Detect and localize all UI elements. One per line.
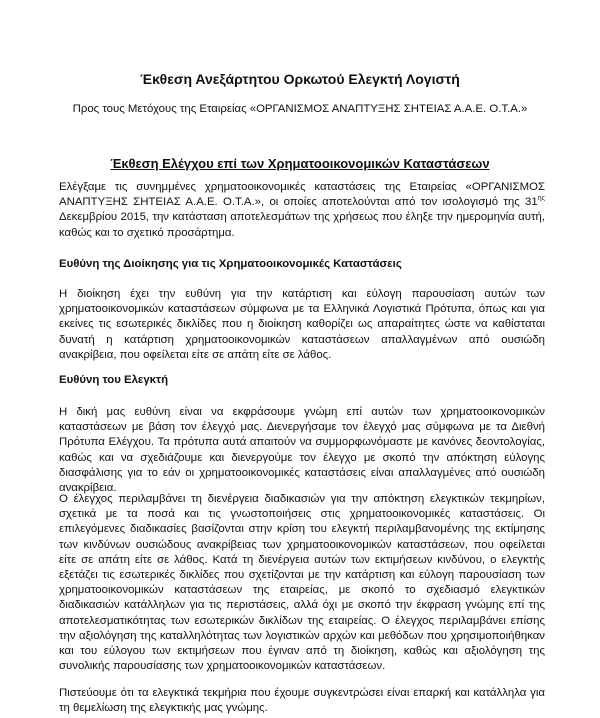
section-title-text: Έκθεση Ελέγχου επί των Χρηματοοικονομικών Καταστάσεων <box>110 156 490 171</box>
intro-text-part2: Δεκεμβρίου 2015, την κατάσταση αποτελεσμάτων της χρήσεως που έληξε την ημερομηνία αυτή, καθώς και το σχετικό προσάρτημα. <box>59 211 545 239</box>
management-responsibility-heading: Ευθύνη της Διοίκησης για τις Χρηματοοικονομικές Καταστάσεις <box>59 258 402 270</box>
intro-paragraph <box>59 180 545 241</box>
report-title: Έκθεση Ανεξάρτητου Ορκωτού Ελεγκτή Λογιστή <box>140 71 460 87</box>
audit-procedures-text: Ο έλεγχος περιλαμβάνει τη διενέργεια διαδικασιών για την απόκτηση ελεγκτικών τεκμηρίων, σχετικά με τα ποσά και τις γνωστοποιήσεις στις χρηματοοικονομικές καταστάσεις. Οι επιλεγόμενες διαδικασίες βασίζονται στην κρίση του ελεγκτή περιλαμβανομένης της εκτίμησης των κινδύνων ουσιώδους ανακρίβειας των χρηματοοικονομικών καταστάσεων, που οφείλεται είτε σε απάτη είτε σε λάθος. Κατά τη διενέργεια αυτών των εκτιμήσεων κινδύνου, ο ελεγκτής εξετάζει τις εσωτερικές δικλίδες που σχετίζονται με την κατάρτιση και εύλογη παρουσίαση των χρηματοοικονομικών καταστάσεων της εταιρείας, με σκοπό το σχεδιασμό ελεγκτικών διαδικασιών κατάλληλων για τις περιστάσεις, αλλά όχι με σκοπό την έκφραση γνώμης επί της αποτελεσματικότητας των εσωτερικών δικλίδων της εταιρείας. Ο έλεγχος περιλαμβάνει επίσης την αξιολόγηση της καταλληλότητας των λογιστικών αρχών και μεθόδων που χρησιμοποιήθηκαν και του εύλογου των εκτιμήσεων που έγιναν από τη διοίκηση, καθώς και αξιολόγηση της συνολικής παρουσίασης των χρηματοοικονομικών καταστάσεων. <box>59 493 545 673</box>
auditor-responsibility-text: Η δική μας ευθύνη είναι να εκφράσουμε γνώμη επί αυτών των χρηματοοικονομικών καταστάσεων με βάση τον έλεγχό μας. Διενεργήσαμε τον έλεγχό μας σύμφωνα με τα Διεθνή Πρότυπα Ελέγχου. Τα πρότυπα αυτά απαιτούν να συμμορφωνόμαστε με κανόνες δεοντολογίας, καθώς και να σχεδιάζουμε και διενεργούμε τον έλεγχο με σκοπό την απόκτηση εύλογης διασφάλισης για το εάν οι χρηματοοικονομικές καταστάσεις είναι απαλλαγμένες από ουσιώδη ανακρίβεια. <box>59 406 545 495</box>
management-responsibility-paragraph <box>59 287 545 363</box>
section-title <box>0 155 600 172</box>
report-addressee: Προς τους Μετόχους της Εταιρείας «ΟΡΓΑΝΙΣΜΟΣ ΑΝΑΠΤΥΞΗΣ ΣΗΤΕΙΑΣ Α.Α.Ε. Ο.Τ.Α.» <box>72 103 528 115</box>
date-ordinal-superscript: ης <box>537 195 545 203</box>
conclusion-text: Πιστεύουμε ότι τα ελεγκτικά τεκμήρια που έχουμε συγκεντρώσει είναι επαρκή και κατάλληλα για τη θεμελίωση της ελεγκτικής μας γνώμης. <box>59 687 545 715</box>
auditor-responsibility-paragraph <box>59 405 545 496</box>
intro-text-part1: Ελέγξαμε τις συνημμένες χρηματοοικονομικές καταστάσεις της Εταιρείας «ΟΡΓΑΝΙΣΜΟΣ ΑΝΑΠΤΥΞΗΣ ΣΗΤΕΙΑΣ Α.Α.Ε. Ο.Τ.Α.», οι οποίες αποτελούνται από τον ισολογισμό της 31 <box>59 181 545 209</box>
auditor-responsibility-heading: Ευθύνη του Ελεγκτή <box>59 374 169 386</box>
audit-procedures-paragraph <box>59 492 545 674</box>
conclusion-paragraph <box>59 686 545 716</box>
management-responsibility-text: Η διοίκηση έχει την ευθύνη για την κατάρτιση και εύλογη παρουσίαση αυτών των χρηματοοικονομικών καταστάσεων σύμφωνα με τα Ελληνικά Λογιστικά Πρότυπα, όπως και για εκείνες τις εσωτερικές δικλίδες που η διοίκηση καθορίζει ως απαραίτητες ώστε να καθίσταται δυνατή η κατάρτιση χρηματοοικονομικών καταστάσεων απαλλαγμένων από ουσιώδη ανακρίβεια, που οφείλεται είτε σε απάτη είτε σε λάθος. <box>59 288 545 361</box>
